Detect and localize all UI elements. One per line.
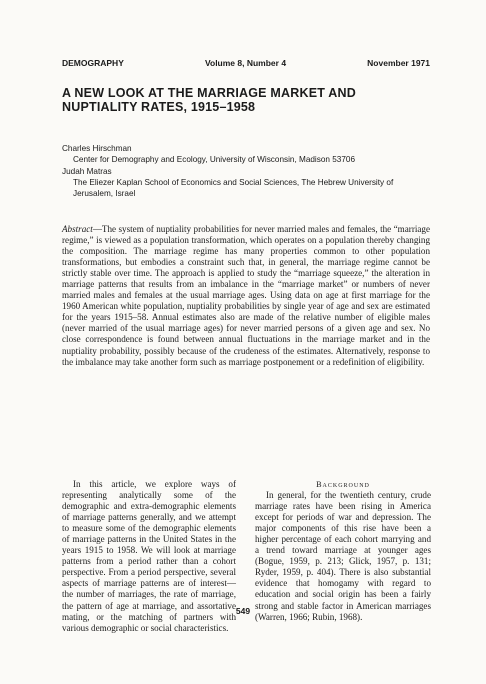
issue-date: November 1971 bbox=[367, 58, 430, 68]
volume-number: Volume 8, Number 4 bbox=[204, 58, 287, 68]
body-paragraph: In this article, we explore ways of representing analytically some of the demographic and extra-demographic elements of marriage patterns generally, and we attempt to measure some of the demographic elements of marriage patterns in the United States in the years 1915 to 1958. We will look at marriage patterns from a period rather than a cohort perspective. From a period perspective, several aspects of marriage patterns are of interest—the number of marriages, the rate of marriage, the pattern of age at marriage, and assortative mating, or the matching of partners with various demographic or social characteristics. bbox=[62, 479, 236, 633]
body-column-right bbox=[255, 479, 431, 623]
abstract-text: —The system of nuptiality probabilities for never married males and females, the “marriage regime,” is viewed as a population transformation, which operates on a population thereby changing the composition. The marriage regime has many properties common to other population transformations, but embodies a constraint such that, in general, the marriage regime cannot be strictly stable over time. The approach is applied to study the “marriage squeeze,” the alteration in marriage patterns that results from an imbalance in the “marriage market” or numbers of never married males and females at the usual marriage ages. Using data on age at first marriage for the 1960 American white population, nuptiality probabilities by single year of age and sex are estimated for the years 1915–58. Annual estimates also are made of the relative number of eligible males (never married of the usual marriage ages) for never married persons of a given age and sex. No close correspondence is found between annual fluctuations in the marriage market and in the nuptiality probability, possibly because of the crudeness of the estimates. Alternatively, response to the imbalance may take another form such as marriage postponement or a redefinition of eligibility. bbox=[62, 224, 430, 367]
body-paragraph: In general, for the twentieth century, crude marriage rates have been rising in America except for periods of war and depression. The major components of this rise have been a higher percentage of each cohort marrying and a trend toward marriage at younger ages (Bogue, 1959, p. 213; Glick, 1957, p. 131; Ryder, 1959, p. 404). There is also substantial evidence that homogamy with regard to education and social origin has been a fairly strong and stable factor in American marriages (Warren, 1966; Rubin, 1968). bbox=[255, 490, 431, 622]
journal-name: DEMOGRAPHY bbox=[62, 58, 124, 68]
article-title: A NEW LOOK AT THE MARRIAGE MARKET AND NUPTIALITY RATES, 1915–1958 bbox=[62, 86, 356, 114]
author-affiliation: The Eliezer Kaplan School of Economics and Social Sciences, The Hebrew University of Jerusalem, Israel bbox=[73, 178, 394, 198]
section-heading: Background bbox=[316, 480, 370, 489]
author-1 bbox=[62, 143, 432, 165]
abstract-label: Abstract bbox=[62, 224, 93, 234]
running-header bbox=[62, 58, 430, 68]
author-affiliation: Center for Demography and Ecology, University of Wisconsin, Madison 53706 bbox=[73, 155, 355, 164]
author-name: Judah Matras bbox=[62, 167, 112, 176]
author-block bbox=[62, 143, 432, 199]
author-2 bbox=[62, 166, 432, 199]
author-name: Charles Hirschman bbox=[62, 144, 132, 153]
page-number: 549 bbox=[235, 606, 251, 616]
abstract bbox=[62, 224, 430, 368]
